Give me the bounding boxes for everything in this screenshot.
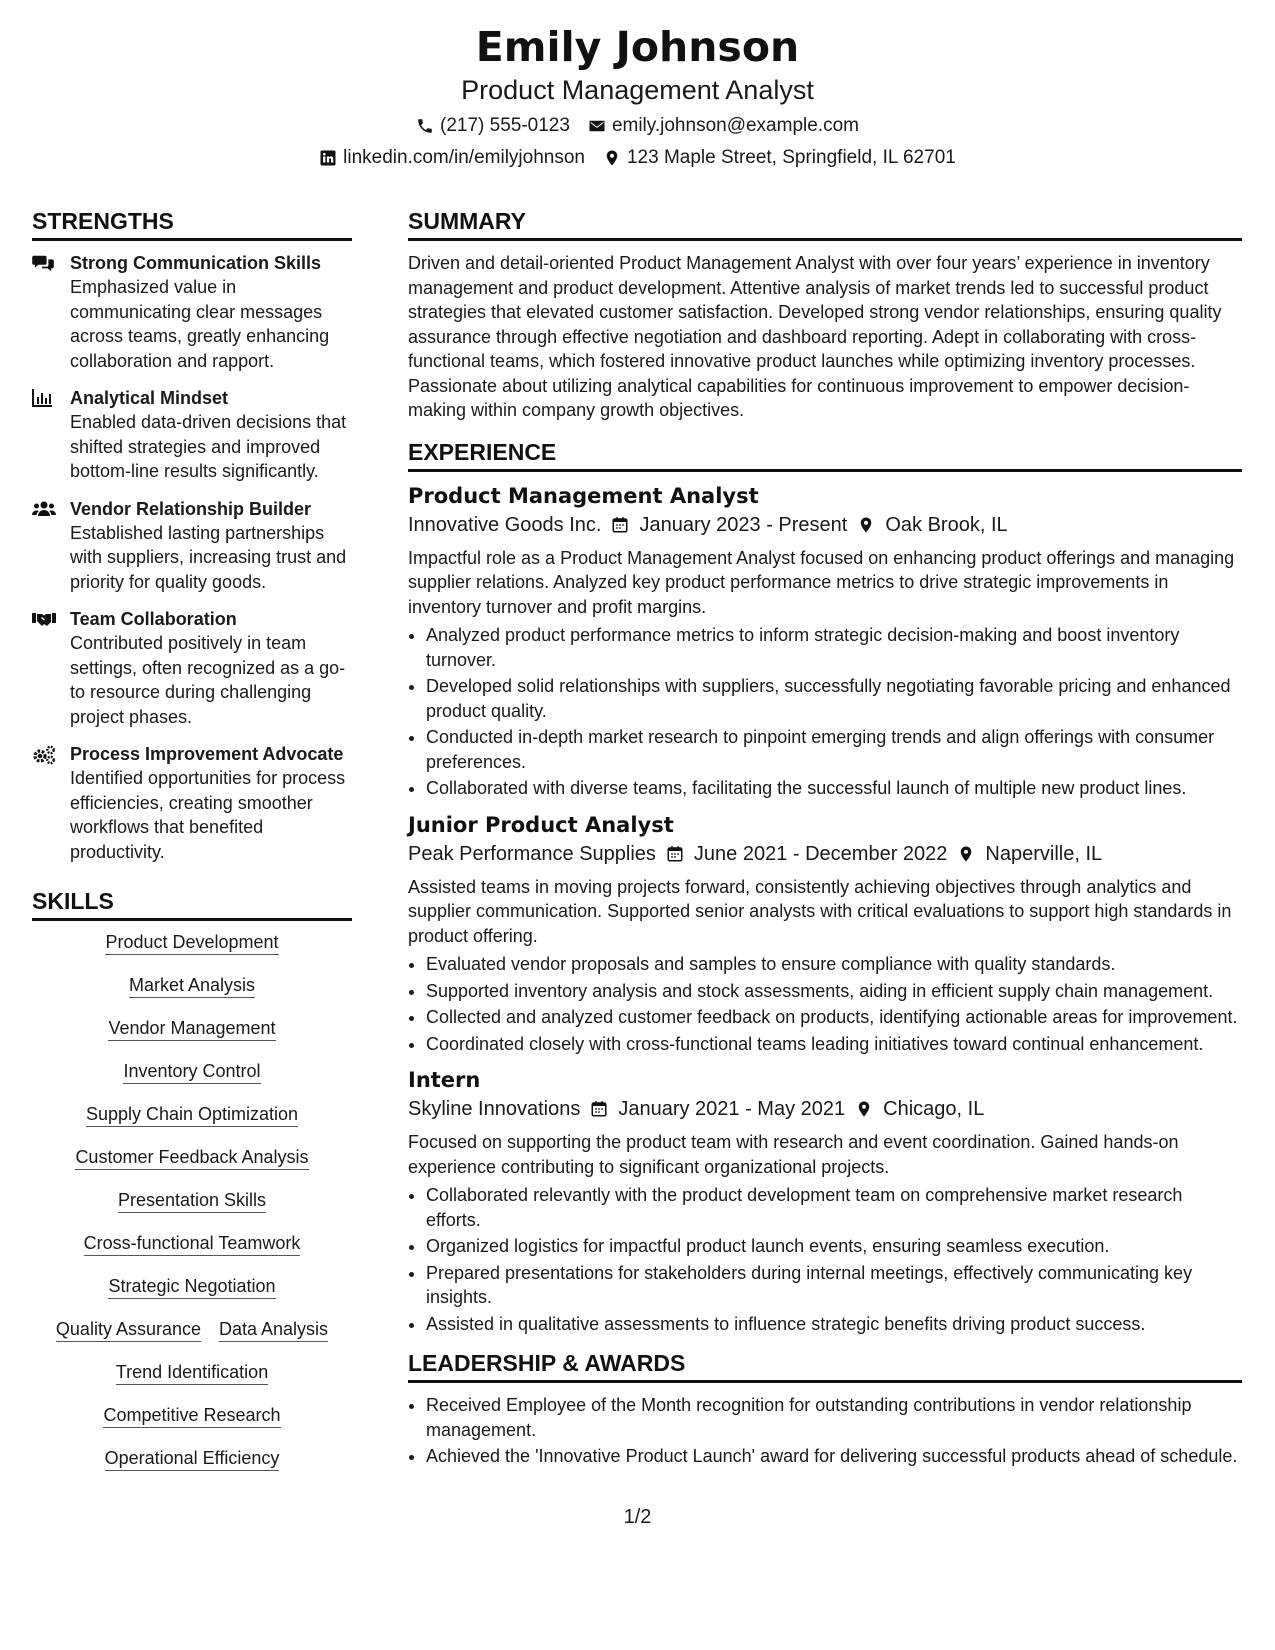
job-meta — [408, 510, 1242, 540]
strength-desc: Contributed positively in team settings, often recognized as a go-to resource during challenging project phases. — [70, 633, 346, 727]
job-entry — [408, 811, 1242, 1057]
job-company: Skyline Innovations — [408, 1098, 581, 1120]
map-pin-icon — [957, 845, 975, 863]
job-location: Oak Brook, IL — [885, 513, 1008, 536]
job-bullets — [408, 1183, 1242, 1336]
job-bullet: • Collaborated with diverse teams, facilitating the successful launch of multiple new product lines. — [426, 776, 1242, 801]
job-meta — [408, 1094, 1242, 1124]
job-entry — [408, 482, 1242, 801]
skill-tag: Competitive Research — [103, 1404, 280, 1428]
job-bullet: • Analyzed product performance metrics to inform strategic decision-making and boost inventory turnover. — [426, 623, 1242, 672]
calendar-icon — [666, 845, 684, 863]
skill-tag: Vendor Management — [108, 1017, 275, 1041]
job-bullet: • Prepared presentations for stakeholders during internal meetings, effectively communicating key insights. — [426, 1261, 1242, 1310]
handshake-icon — [32, 610, 56, 628]
job-bullet: • Organized logistics for impactful product launch events, ensuring seamless execution. — [426, 1234, 1242, 1259]
skill-tag: Operational Efficiency — [105, 1447, 280, 1471]
strength-title: Analytical Mindset — [70, 388, 229, 408]
job-bullet: • Collaborated relevantly with the product development team on comprehensive market research efforts. — [426, 1183, 1242, 1232]
left-column — [32, 206, 352, 1490]
job-bullets — [408, 623, 1242, 801]
job-bullet: • Collected and analyzed customer feedback on products, identifying actionable areas for improvement. — [426, 1005, 1242, 1030]
skill-tag: Product Development — [105, 931, 278, 955]
strength-item — [32, 386, 352, 484]
resume-header — [0, 20, 1275, 170]
strength-title: Strong Communication Skills — [70, 253, 322, 273]
job-description: Impactful role as a Product Management Analyst focused on enhancing product offerings and managing supplier relations. Analyzed key product performance metrics to drive strategic improvements in inventory turnover and profit margins. — [408, 547, 1235, 617]
job-meta — [408, 839, 1242, 869]
job-bullet: • Evaluated vendor proposals and samples to ensure compliance with quality standards. — [426, 952, 1242, 977]
job-bullet: • Developed solid relationships with suppliers, successfully negotiating favorable pricing and enhanced product quality. — [426, 674, 1242, 723]
job-dates: January 2021 - May 2021 — [618, 1098, 846, 1120]
calendar-icon — [611, 516, 629, 534]
map-pin-icon — [855, 1100, 873, 1118]
awards-heading: LEADERSHIP & AWARDS — [408, 1348, 1242, 1383]
job-bullet: • Supported inventory analysis and stock assessments, aiding in efficient supply chain management. — [426, 979, 1242, 1004]
skill-tag: Data Analysis — [219, 1318, 328, 1342]
strength-title: Team Collaboration — [70, 609, 237, 629]
calendar-icon — [590, 1100, 608, 1118]
page-number: 1/2 — [623, 1506, 652, 1528]
map-pin-icon — [603, 149, 621, 167]
job-description: Assisted teams in moving projects forward, consistently achieving objectives through analytics and supplier communication. Supported senior analysts with critical evaluations to support high standards in product offering. — [408, 876, 1232, 946]
strength-item — [32, 251, 352, 373]
job-role: Product Management Analyst — [408, 483, 759, 508]
skills-heading: SKILLS — [32, 886, 352, 921]
job-role: Junior Product Analyst — [408, 812, 674, 837]
linkedin-text: linkedin.com/in/emilyjohnson — [343, 147, 585, 168]
job-bullet: • Conducted in-depth market research to pinpoint emerging trends and align offerings with consumer preferences. — [426, 725, 1242, 774]
right-column — [408, 206, 1242, 1471]
skill-tag: Market Analysis — [129, 974, 255, 998]
strengths-heading: STRENGTHS — [32, 206, 352, 241]
strength-item — [32, 497, 352, 595]
award-bullet: • Achieved the 'Innovative Product Launch' award for delivering successful products ahead of schedule. — [426, 1444, 1242, 1469]
summary-heading: SUMMARY — [408, 206, 1242, 241]
awards-bullets — [408, 1393, 1242, 1469]
experience-heading: EXPERIENCE — [408, 437, 1242, 472]
job-dates: January 2023 - Present — [639, 513, 848, 536]
chart-icon — [32, 389, 52, 407]
strength-title: Vendor Relationship Builder — [70, 498, 312, 519]
email-contact[interactable] — [588, 114, 859, 138]
strength-item — [32, 742, 352, 864]
job-bullet: • Coordinated closely with cross-functional teams leading initiatives toward continual enhancement. — [426, 1032, 1242, 1057]
job-location: Chicago, IL — [883, 1098, 985, 1120]
phone-text: (217) 555-0123 — [440, 115, 570, 136]
envelope-icon — [588, 117, 606, 135]
job-location: Naperville, IL — [985, 842, 1103, 865]
skill-tag: Trend Identification — [116, 1361, 268, 1385]
gears-icon — [32, 745, 56, 765]
candidate-name: Emily Johnson — [475, 23, 800, 71]
users-icon — [32, 500, 56, 518]
summary-text: Driven and detail-oriented Product Management Analyst with over four years’ experience in inventory management and product development. Attentive analysis of market trends led to successful product strategies that elevated customer satisfaction. Developed strong vendor relationships, ensuring quality assurance through effective negotiation and dashboard reporting. Adept in collaborating with cross-functional teams, which fostered innovative product launches while optimizing inventory processes. Passionate about utilizing analytical capabilities for continuous improvement to empower decision-making within company growth objectives. — [408, 253, 1222, 420]
phone-icon — [416, 117, 434, 135]
skill-tag: Cross-functional Teamwork — [84, 1232, 301, 1256]
skill-tag: Customer Feedback Analysis — [75, 1146, 308, 1170]
job-description: Focused on supporting the product team with research and event coordination. Gained hands-on experience contributing to significant organizational projects. — [408, 1132, 1179, 1177]
strength-title: Process Improvement Advocate — [70, 744, 344, 764]
contact-row-1 — [0, 114, 1275, 138]
address-contact — [603, 146, 956, 170]
skill-tag: Supply Chain Optimization — [86, 1103, 298, 1127]
strength-desc: Emphasized value in communicating clear messages across teams, greatly enhancing collaboration and rapport. — [70, 277, 330, 371]
linkedin-icon — [319, 149, 337, 167]
candidate-title: Product Management Analyst — [461, 75, 814, 105]
job-company: Innovative Goods Inc. — [408, 513, 602, 536]
job-bullets — [408, 952, 1242, 1056]
map-pin-icon — [857, 516, 875, 534]
job-bullet: • Assisted in qualitative assessments to influence strategic benefits driving product success. — [426, 1312, 1242, 1337]
job-role: Intern — [408, 1068, 481, 1092]
skill-tag: Presentation Skills — [118, 1189, 266, 1213]
strength-desc: Enabled data-driven decisions that shifted strategies and improved bottom-line results significantly. — [70, 412, 347, 481]
comments-icon — [32, 254, 54, 272]
email-text: emily.johnson@example.com — [611, 115, 859, 136]
linkedin-contact[interactable] — [319, 146, 585, 170]
phone-contact — [416, 114, 570, 138]
skill-tag: Quality Assurance — [56, 1318, 201, 1342]
job-company: Peak Performance Supplies — [408, 842, 656, 865]
strength-desc: Established lasting partnerships with suppliers, increasing trust and priority for quality goods. — [70, 522, 347, 592]
strength-desc: Identified opportunities for process efficiencies, creating smoother workflows that benefited productivity. — [70, 768, 346, 862]
skills-list — [32, 931, 352, 1471]
address-text: 123 Maple Street, Springfield, IL 62701 — [626, 147, 956, 168]
skill-tag: Inventory Control — [123, 1060, 260, 1084]
contact-row-2 — [0, 146, 1275, 170]
strength-item — [32, 607, 352, 729]
award-bullet: • Received Employee of the Month recognition for outstanding contributions in vendor relationship management. — [426, 1393, 1242, 1442]
skill-tag: Strategic Negotiation — [108, 1275, 275, 1299]
job-entry — [408, 1066, 1242, 1336]
job-dates: June 2021 - December 2022 — [693, 842, 948, 865]
